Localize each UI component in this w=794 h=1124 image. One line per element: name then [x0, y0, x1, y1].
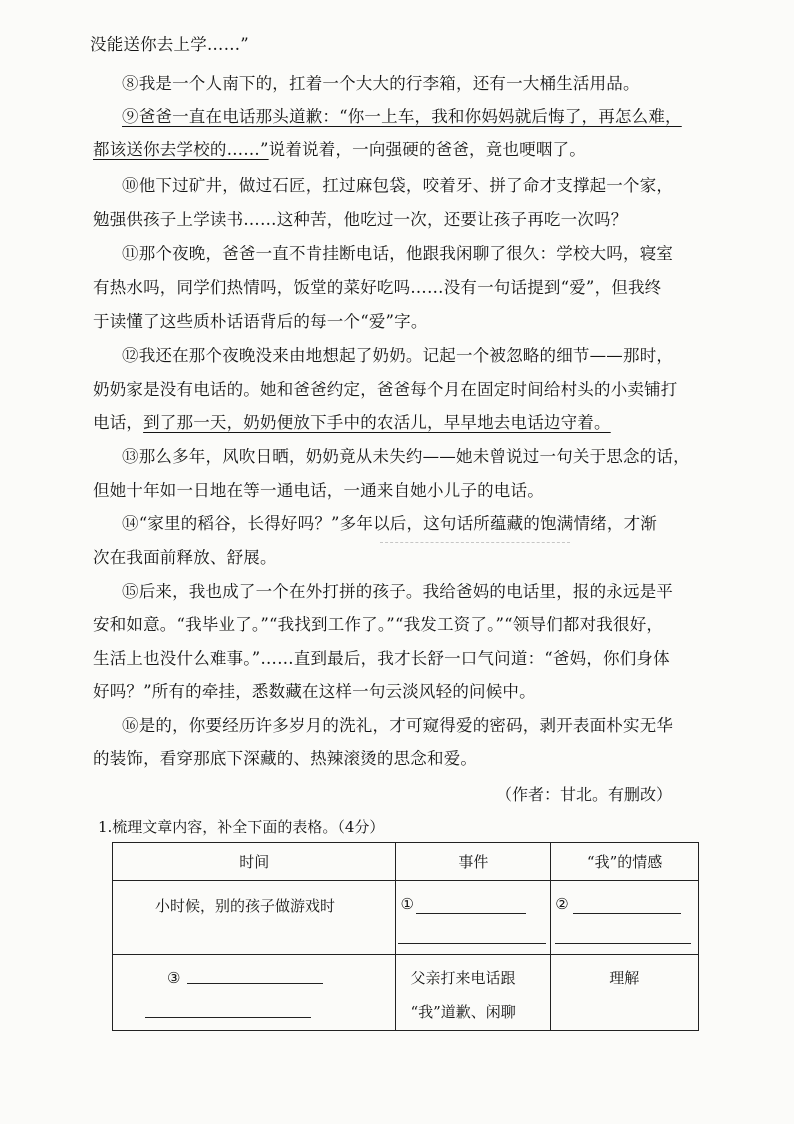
paragraph-11-line-3: 于读懂了这些质朴话语背后的每一个“爱”字。: [93, 312, 428, 331]
row1-feeling-cell: [551, 881, 699, 955]
author-credit: （作者：甘北。有删改）: [496, 785, 673, 804]
paragraph-10-line-1: ⑩他下过矿井，做过石匠，扛过麻包袋，咬着牙、拼了命才支撑起一个家，: [122, 176, 674, 195]
table-header-row: [113, 843, 699, 881]
header-event: 事件: [396, 843, 551, 881]
paragraph-7-tail: 没能送你去上学……”: [90, 35, 249, 54]
row2-event-cell: [396, 955, 551, 1031]
blank-2-line[interactable]: [573, 895, 681, 914]
row2-feeling: 理解: [609, 969, 640, 987]
paragraph-9-rest: 说着说着，一向强硬的爸爸，竟也哽咽了。: [268, 140, 586, 159]
row1-time: 小时候，别的孩子做游戏时: [155, 897, 336, 915]
paragraph-16-line-1: ⑯是的，你要经历许多岁月的洗礼，才可窥得爱的密码，剥开表面朴实无华: [122, 716, 674, 735]
row2-feeling-cell: [551, 955, 699, 1031]
summary-table: [112, 842, 699, 1031]
blank-1-line-2[interactable]: [398, 925, 546, 944]
paragraph-12-lead: 电话，: [93, 413, 144, 432]
blank-2-line-2[interactable]: [555, 925, 691, 944]
blank-3-line[interactable]: [187, 965, 323, 984]
paragraph-12-underlined: 到了那一天，奶奶便放下手中的农活儿，早早地去电话边守着。: [143, 413, 611, 432]
table-row: [113, 955, 699, 1031]
paragraph-14-line-1: ⑭“家里的稻谷，长得好吗？”多年以后，这句话所蕴藏的饱满情绪，才渐: [122, 514, 657, 533]
paragraph-11-line-2: 有热水吗，同学们热情吗，饭堂的菜好吃吗……没有一句话提到“爱”，但我终: [93, 278, 662, 297]
blank-3-marker: ③: [167, 969, 181, 987]
table-row: [113, 881, 699, 955]
paragraph-13-line-2: 但她十年如一日地在等一通电话，一通来自她小儿子的电话。: [93, 481, 544, 500]
blank-2-marker: ②: [555, 895, 569, 913]
paragraph-10-line-2: 勉强供孩子上学读书……这种苦，他吃过一次，还要让孩子再吃一次吗？: [93, 210, 628, 229]
paragraph-9-line-1: ⑨爸爸一直在电话那头道歉：“你一上车，我和你妈妈就后悔了，再怎么难，: [122, 107, 682, 126]
paragraph-16-line-2: 的装饰，看穿那底下深藏的、热辣滚烫的思念和爱。: [93, 749, 478, 768]
scan-noise: [380, 542, 570, 543]
paragraph-15-line-4: 好吗？”所有的牵挂，悉数藏在这样一句云淡风轻的问候中。: [93, 682, 536, 701]
row2-event-line-2: “我”道歉、闲聊: [410, 1003, 516, 1021]
paragraph-12-line-2: 奶奶家是没有电话的。她和爸爸约定，爸爸每个月在固定时间给村头的小卖铺打: [93, 380, 678, 399]
blank-3-line-2[interactable]: [145, 999, 311, 1018]
paragraph-15-line-3: 生活上也没什么难事。”……直到最后，我才长舒一口气问道：“爸妈，你们身体: [93, 649, 670, 668]
row1-event-cell: [396, 881, 551, 955]
paragraph-15-line-2: 安和如意。“我毕业了。”“我找到工作了。”“我发工资了。”“领导们都对我很好，: [93, 615, 664, 634]
header-time: 时间: [113, 843, 396, 881]
paragraph-9-underlined: 都该送你去学校的……”: [93, 140, 269, 159]
paragraph-11-line-1: ⑪那个夜晚，爸爸一直不肯挂断电话，他跟我闲聊了很久：学校大吗，寝室: [122, 244, 674, 263]
header-feeling: “我”的情感: [551, 843, 699, 881]
paragraph-12-line-1: ⑫我还在那个夜晚没来由地想起了奶奶。记起一个被忽略的细节——那时，: [122, 346, 674, 365]
row2-time-cell: [113, 955, 396, 1031]
blank-1-marker: ①: [400, 895, 414, 913]
paragraph-9-line-2: [93, 139, 586, 161]
paragraph-15-line-1: ⑮后来，我也成了一个在外打拼的孩子。我给爸妈的电话里，报的永远是平: [122, 582, 674, 601]
paragraph-13-line-1: ⑬那么多年，风吹日晒，奶奶竟从未失约——她未曾说过一句关于思念的话，: [122, 447, 690, 466]
question-1: 1.梳理文章内容，补全下面的表格。（4分）: [98, 818, 385, 836]
paragraph-8: ⑧我是一个人南下的，扛着一个大大的行李箱，还有一大桶生活用品。: [122, 74, 640, 93]
paragraph-12-line-3: [93, 412, 611, 434]
blank-1-line[interactable]: [416, 895, 526, 914]
paragraph-14-line-2: 次在我面前释放、舒展。: [93, 548, 277, 567]
row2-event-line-1: 父亲打来电话跟: [410, 969, 516, 987]
row1-time-cell: [113, 881, 396, 955]
